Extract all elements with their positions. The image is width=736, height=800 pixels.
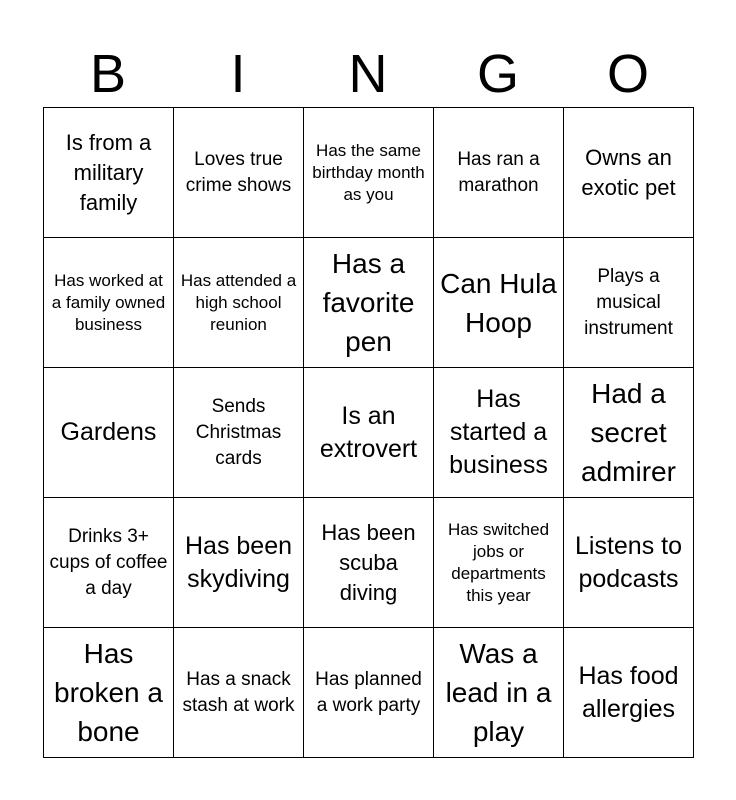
bingo-cell[interactable]: Has started a business (434, 368, 564, 498)
bingo-cell[interactable]: Is from a military family (44, 108, 174, 238)
bingo-cell[interactable]: Listens to podcasts (564, 498, 694, 628)
bingo-cell[interactable]: Had a secret admirer (564, 368, 694, 498)
bingo-cell[interactable]: Is an extrovert (304, 368, 434, 498)
board-row (44, 498, 694, 628)
header-letter-g: G (476, 44, 519, 104)
bingo-cell[interactable]: Owns an exotic pet (564, 108, 694, 238)
bingo-cell[interactable]: Was a lead in a play (434, 628, 564, 758)
bingo-cell[interactable]: Has a snack stash at work (174, 628, 304, 758)
bingo-cell[interactable]: Sends Christmas cards (174, 368, 304, 498)
board-row (44, 108, 694, 238)
bingo-board (43, 107, 694, 758)
bingo-cell[interactable]: Gardens (44, 368, 174, 498)
header-letter-b: B (89, 44, 127, 104)
bingo-cell[interactable]: Loves true crime shows (174, 108, 304, 238)
bingo-cell[interactable]: Can Hula Hoop (434, 238, 564, 368)
header-letter-i: I (230, 44, 246, 104)
header-letter-n: N (348, 44, 388, 104)
bingo-cell[interactable]: Drinks 3+ cups of coffee a day (44, 498, 174, 628)
bingo-cell[interactable]: Has planned a work party (304, 628, 434, 758)
bingo-cell[interactable]: Has ran a marathon (434, 108, 564, 238)
bingo-cell[interactable]: Has broken a bone (44, 628, 174, 758)
bingo-cell[interactable]: Has a favorite pen (304, 238, 434, 368)
bingo-cell[interactable]: Has food allergies (564, 628, 694, 758)
header-letter-o: O (606, 44, 649, 104)
bingo-header (43, 42, 693, 106)
board-row (44, 368, 694, 498)
board-row (44, 238, 694, 368)
bingo-cell[interactable]: Has been scuba diving (304, 498, 434, 628)
bingo-cell[interactable]: Has attended a high school reunion (174, 238, 304, 368)
bingo-cell[interactable]: Has been skydiving (174, 498, 304, 628)
bingo-cell[interactable]: Has switched jobs or departments this year (434, 498, 564, 628)
bingo-cell[interactable]: Has worked at a family owned business (44, 238, 174, 368)
bingo-cell[interactable]: Plays a musical instrument (564, 238, 694, 368)
bingo-cell[interactable]: Has the same birthday month as you (304, 108, 434, 238)
board-row (44, 628, 694, 758)
